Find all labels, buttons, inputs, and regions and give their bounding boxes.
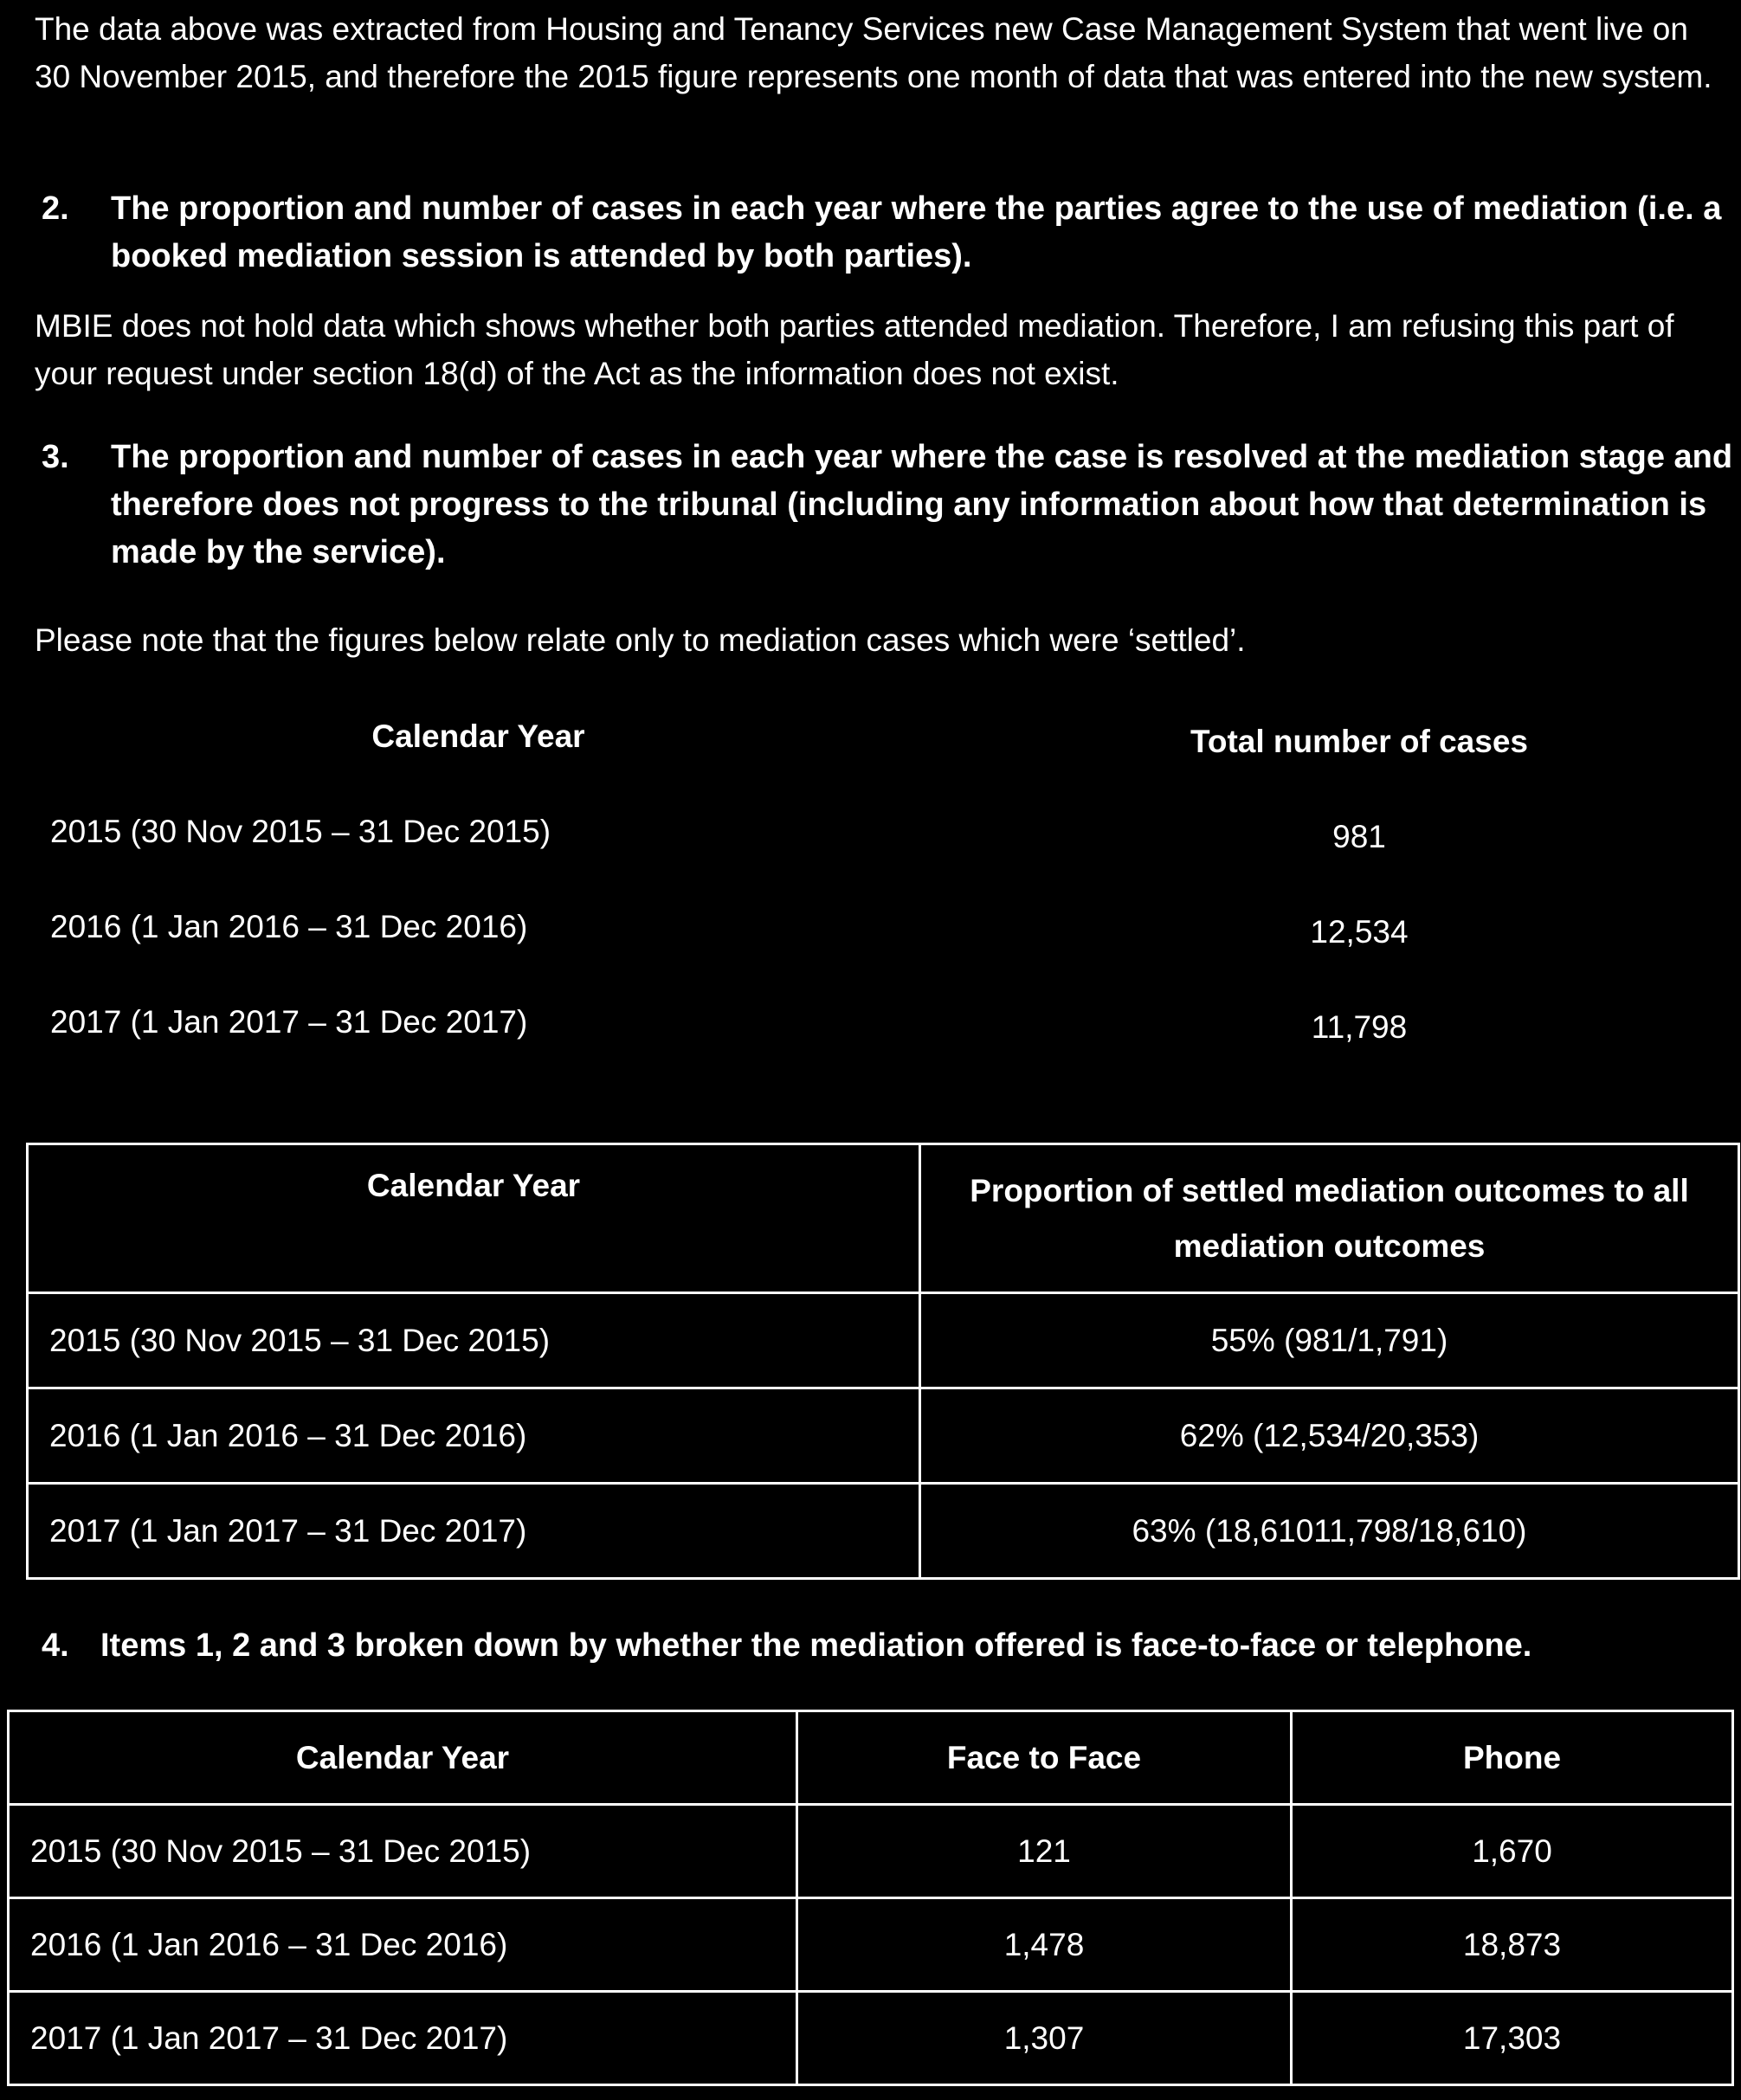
question-2: [42, 185, 1730, 280]
mode-table: [7, 1710, 1734, 2086]
table-row: [28, 1144, 1739, 1293]
table-row: [28, 1388, 1739, 1484]
proportion-header-year: Calendar Year: [28, 1144, 920, 1293]
table-row: [9, 1711, 1733, 1805]
mode-row-phone: 1,670: [1292, 1805, 1733, 1898]
table-row: [9, 1805, 1733, 1898]
table-row: [9, 1992, 1733, 2085]
intro-paragraph: The data above was extracted from Housing and Tenancy Services new Case Management System that went live on 30 November 2015, and therefore the 2015 figure represents one month of data that was entered into the new system.: [35, 11, 1712, 94]
cases-row-year: 2016 (1 Jan 2016 – 31 Dec 2016): [50, 909, 528, 944]
mode-row-year: 2016 (1 Jan 2016 – 31 Dec 2016): [9, 1898, 797, 1992]
question-3: [42, 434, 1733, 577]
question-2-number: 2.: [42, 190, 69, 227]
mode-row-year: 2015 (30 Nov 2015 – 31 Dec 2015): [9, 1805, 797, 1898]
table-row: [28, 1484, 1739, 1579]
proportion-row-year: 2015 (30 Nov 2015 – 31 Dec 2015): [28, 1293, 920, 1388]
mode-row-phone: 18,873: [1292, 1898, 1733, 1992]
proportion-table: [26, 1143, 1740, 1580]
note-3-paragraph: Please note that the figures below relate only to mediation cases which were ‘settled’.: [35, 622, 1246, 658]
answer-2-paragraph: MBIE does not hold data which shows whether both parties attended mediation. Therefore, I am refusing this part of your request under section 18(d) of the Act as the information does not exist.: [35, 308, 1674, 391]
table-row: [26, 814, 1740, 909]
mode-row-face: 1,307: [797, 1992, 1292, 2085]
table-row: [9, 1898, 1733, 1992]
proportion-row-value: 63% (18,61011,798/18,610): [920, 1484, 1739, 1579]
cases-table: [26, 718, 1740, 1099]
mode-header-phone: Phone: [1292, 1711, 1733, 1805]
cases-table-header: [26, 718, 1740, 814]
question-4-text: Items 1, 2 and 3 broken down by whether the mediation offered is face-to-face or telephone.: [100, 1627, 1532, 1664]
question-2-text: The proportion and number of cases in each year where the parties agree to the use of mediation (i.e. a booked mediation session is attended by both parties).: [111, 190, 1722, 274]
question-4: [42, 1622, 1730, 1674]
question-3-text: The proportion and number of cases in each year where the case is resolved at the mediation stage and therefore does not progress to the tribunal (including any information about how that determination is made by the service).: [111, 439, 1733, 570]
cases-row-year: 2017 (1 Jan 2017 – 31 Dec 2017): [50, 1004, 528, 1040]
proportion-row-value: 55% (981/1,791): [920, 1293, 1739, 1388]
cases-row-total: 11,798: [1311, 1009, 1408, 1045]
mode-row-face: 1,478: [797, 1898, 1292, 1992]
question-4-number: 4.: [42, 1627, 69, 1664]
mode-header-face: Face to Face: [797, 1711, 1292, 1805]
cases-row-year: 2015 (30 Nov 2015 – 31 Dec 2015): [50, 814, 551, 849]
question-3-number: 3.: [42, 439, 69, 475]
mode-row-face: 121: [797, 1805, 1292, 1898]
proportion-row-value: 62% (12,534/20,353): [920, 1388, 1739, 1484]
cases-row-total: 981: [1332, 819, 1386, 854]
mode-row-year: 2017 (1 Jan 2017 – 31 Dec 2017): [9, 1992, 797, 2085]
cases-row-total: 12,534: [1310, 914, 1409, 950]
table-row: [26, 909, 1740, 1004]
proportion-row-year: 2016 (1 Jan 2016 – 31 Dec 2016): [28, 1388, 920, 1484]
table-row: [26, 1004, 1740, 1099]
proportion-header-value: Proportion of settled mediation outcomes to all mediation outcomes: [920, 1144, 1739, 1293]
proportion-row-year: 2017 (1 Jan 2017 – 31 Dec 2017): [28, 1484, 920, 1579]
mode-header-year: Calendar Year: [9, 1711, 797, 1805]
cases-header-total: Total number of cases: [1190, 724, 1528, 759]
table-row: [28, 1293, 1739, 1388]
cases-header-year: Calendar Year: [371, 718, 585, 754]
mode-row-phone: 17,303: [1292, 1992, 1733, 2085]
